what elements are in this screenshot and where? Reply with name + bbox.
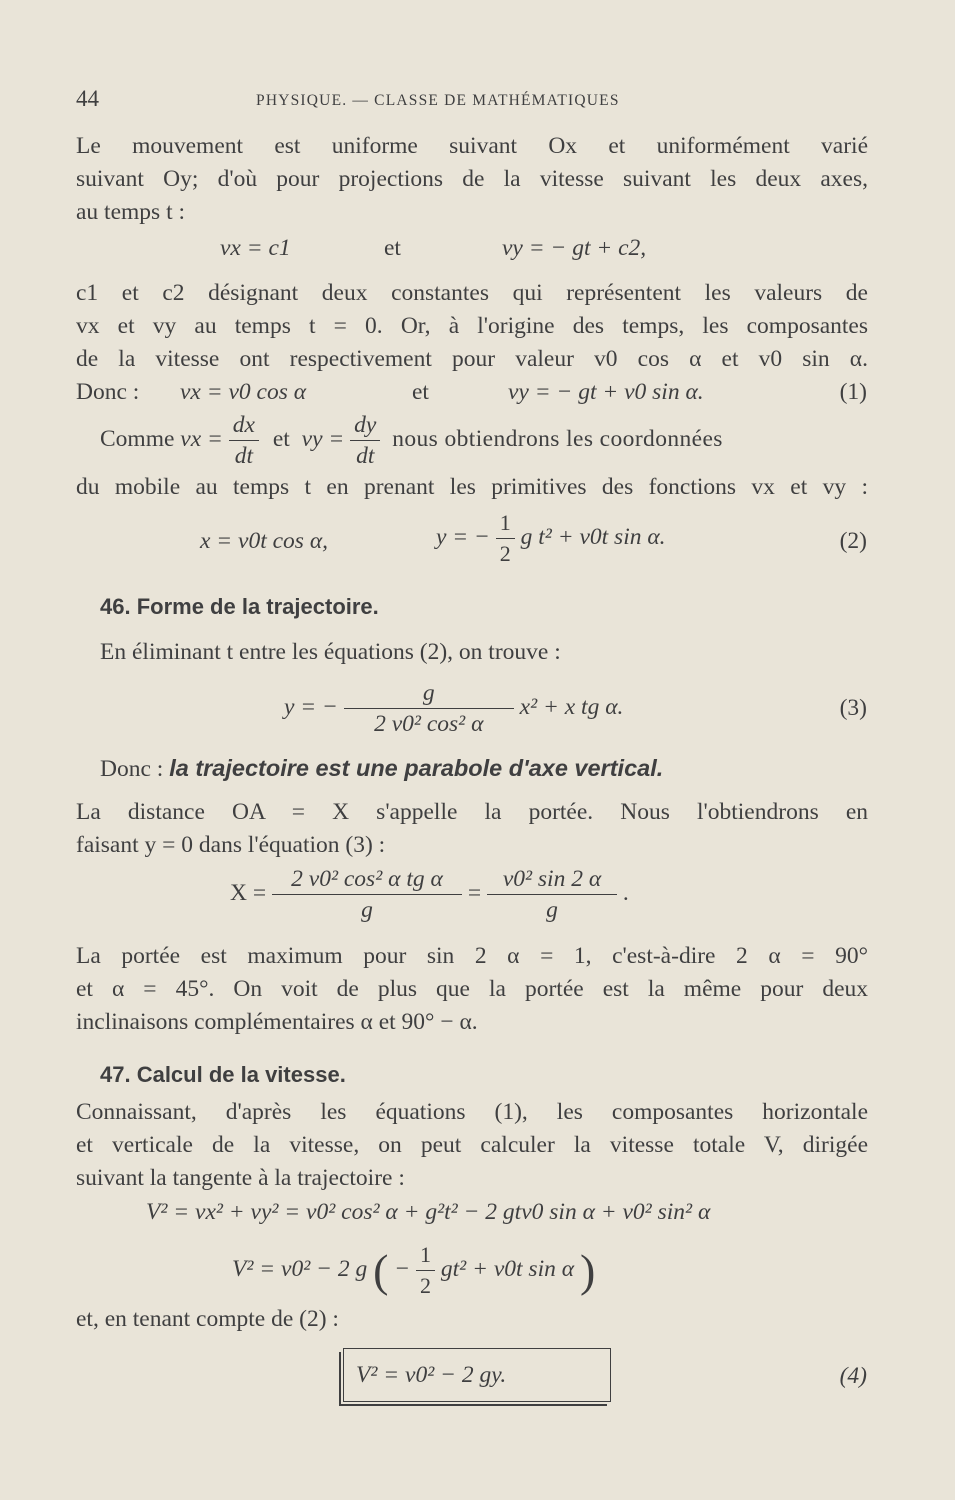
p6-line1: La portée est maximum pour sin 2 α = 1, c'est-à-dire 2 α = 90°: [76, 943, 868, 969]
conclusion-prefix: Donc :: [100, 756, 164, 782]
eqV2-den: 2: [416, 1270, 435, 1301]
eq-a-right: vy = − gt + c2,: [502, 235, 647, 261]
eq3-num: g: [422, 680, 435, 706]
eq3-post: x² + x tg α.: [519, 693, 624, 720]
eq3-pre: y = −: [284, 693, 338, 720]
eqV2-inner-post: gt² + v0t sin α: [440, 1255, 575, 1282]
eqX-num2: v0² sin 2 α: [502, 866, 602, 892]
close-paren: ): [579, 1245, 596, 1296]
p1-line2: suivant Oy; d'où pour projections de la vitesse suivant les deux axes,: [76, 166, 868, 192]
comme-mid: et: [272, 425, 290, 452]
comme-vx: vx =: [180, 425, 223, 452]
eq3-number: (3): [839, 695, 867, 721]
p6-line2: et α = 45°. On voit de plus que la portée est la même pour deux: [76, 976, 868, 1002]
eqV2-num: 1: [420, 1242, 432, 1267]
eqV2-pre: V² = v0² − 2 g: [232, 1255, 368, 1282]
running-title: PHYSIQUE. — CLASSE DE MATHÉMATIQUES: [256, 92, 620, 109]
fraction-g-over: [344, 678, 514, 739]
eq-a-mid: et: [384, 235, 401, 261]
p8-line1: et, en tenant compte de (2) :: [76, 1306, 339, 1332]
p2-line1: c1 et c2 désignant deux constantes qui représentent les valeurs de: [76, 280, 868, 306]
fraction-range-2: [487, 864, 617, 925]
conclusion-text: la trajectoire est une parabole d'axe vertical.: [169, 755, 664, 781]
comme-vy: vy =: [301, 425, 345, 452]
boxed-equation-4: [343, 1348, 611, 1402]
equation-velocity-components: [220, 232, 291, 265]
comme-prefix: Comme: [100, 425, 175, 452]
frac-dx: dx: [232, 412, 255, 438]
eq2-number: (2): [839, 528, 867, 554]
eq2-left: x = v0t cos α,: [200, 528, 329, 554]
eq2-right-post: g t² + v0t sin α.: [520, 523, 666, 550]
page-number: 44: [76, 86, 99, 111]
conclusion-line: [100, 752, 663, 786]
eq2-right-pre: y = −: [436, 523, 490, 550]
fraction-half-2: [416, 1240, 435, 1301]
p5-line1: La distance OA = X s'appelle la portée. Nous l'obtiendrons en: [76, 799, 868, 825]
paragraph-6: [76, 940, 868, 1039]
eqX-end: .: [622, 879, 629, 906]
fraction-dx-dt: [229, 410, 259, 471]
equation-range: [230, 864, 629, 925]
eq1-right: vy = − gt + v0 sin α.: [508, 379, 704, 405]
equation-2: [436, 508, 666, 569]
p1-line3: au temps t :: [76, 199, 185, 225]
eq1-prefix: Donc :: [76, 379, 140, 405]
paragraph-7: [76, 1096, 868, 1195]
eqX-den1: g: [272, 894, 462, 925]
equation-comme: [100, 410, 723, 471]
eqX-den2: g: [487, 894, 617, 925]
eq1-mid: et: [412, 379, 429, 405]
paragraph-1: [76, 130, 868, 229]
fraction-dy-dt: [350, 410, 380, 471]
section-47-title: 47. Calcul de la vitesse.: [100, 1062, 346, 1087]
paragraph-2: [76, 277, 868, 376]
p7-line1: Connaissant, d'après les équations (1), les composantes horizontale: [76, 1099, 868, 1125]
equation-3: [284, 678, 623, 739]
eqX-pre: X =: [230, 879, 267, 906]
eqX-eq: =: [467, 879, 482, 906]
eqV2-inner-pre: −: [394, 1255, 411, 1282]
eqX-num1: 2 v0² cos² α tg α: [291, 866, 443, 892]
frac-dt-2: dt: [350, 440, 380, 471]
frac-dy: dy: [354, 412, 377, 438]
comme-tail: nous obtiendrons les coordonnées: [392, 425, 723, 452]
fraction-one-half: [496, 508, 515, 569]
running-header: [76, 82, 867, 112]
frac-one: 1: [499, 510, 511, 535]
equation-v-squared-2: [232, 1240, 595, 1301]
p7-line2: et verticale de la vitesse, on peut calculer la vitesse totale V, dirigée: [76, 1132, 868, 1158]
paragraph-5: [76, 796, 868, 862]
frac-two: 2: [496, 538, 515, 569]
p2-line2: vx et vy au temps t = 0. Or, à l'origine des temps, les composantes: [76, 313, 868, 339]
eq4-text: V² = v0² − 2 gy.: [356, 1362, 507, 1388]
p7-line3: suivant la tangente à la trajectoire :: [76, 1165, 405, 1191]
paragraph-3: [76, 471, 868, 504]
eq3-den: 2 v0² cos² α: [344, 708, 514, 739]
equation-v-squared-1: V² = vx² + vy² = v0² cos² α + g²t² − 2 gtv0 sin α + v0² sin² α: [146, 1199, 711, 1225]
p2-line3: de la vitesse ont respectivement pour valeur v0 cos α et v0 sin α.: [76, 346, 868, 372]
p3-line1: du mobile au temps t en prenant les primitives des fonctions vx et vy :: [76, 474, 868, 500]
eq4-number: (4): [839, 1363, 867, 1389]
p1-line1: Le mouvement est uniforme suivant Ox et uniformément varié: [76, 133, 868, 159]
p4-line1: En éliminant t entre les équations (2), on trouve :: [100, 639, 561, 665]
p6-line3: inclinaisons complémentaires α et 90° − α.: [76, 1009, 478, 1035]
section-46-title: 46. Forme de la trajectoire.: [100, 594, 379, 619]
fraction-range-1: [272, 864, 462, 925]
eq1-number: (1): [839, 379, 867, 405]
frac-dt-1: dt: [229, 440, 259, 471]
open-paren: (: [373, 1245, 389, 1296]
eq-a-left: vx = c1: [220, 235, 291, 261]
eq1-left: vx = v0 cos α: [180, 379, 307, 405]
p5-line2: faisant y = 0 dans l'équation (3) :: [76, 832, 386, 858]
